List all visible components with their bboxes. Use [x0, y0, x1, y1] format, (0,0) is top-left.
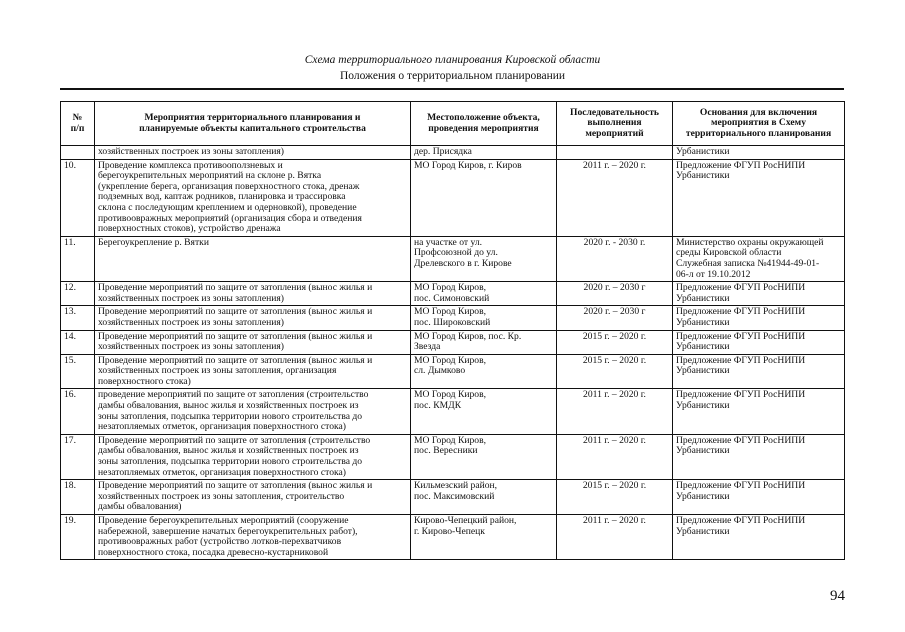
row-basis: Министерство охраны окружающей среды Кировской области Служебная записка №41944-49-01- 06-л от 19.10.2012	[673, 236, 845, 281]
row-number: 13.	[61, 306, 95, 330]
column-header-basis: Основания для включения мероприятия в Схему территориального планирования	[673, 102, 845, 146]
row-sequence: 2015 г. – 2020 г.	[557, 354, 673, 389]
row-measure: Проведение мероприятий по защите от затопления (вынос жилья и хозяйственных построек из зоны затопления)	[95, 306, 411, 330]
row-basis: Предложение ФГУП РосНИПИ Урбанистики	[673, 434, 845, 479]
row-basis: Предложение ФГУП РосНИПИ Урбанистики	[673, 354, 845, 389]
row-measure: Проведение мероприятий по защите от затопления (вынос жилья и хозяйственных построек из зоны затопления)	[95, 330, 411, 354]
row-location: МО Город Киров, пос. Кр. Звезда	[411, 330, 557, 354]
table-row	[61, 480, 845, 515]
column-header-measure: Мероприятия территориального планирования и планируемые объекты капитального строительства	[95, 102, 411, 146]
row-location: дер. Присядка	[411, 146, 557, 160]
measures-table	[60, 101, 845, 560]
row-measure: Проведение мероприятий по защите от затопления (вынос жилья и хозяйственных построек из зоны затопления, организация поверхностного стока)	[95, 354, 411, 389]
column-header-number: № п/п	[61, 102, 95, 146]
row-location: МО Город Киров, пос. Симоновский	[411, 282, 557, 306]
row-sequence: 2015 г. – 2020 г.	[557, 330, 673, 354]
row-location: МО Город Киров, пос. Вересники	[411, 434, 557, 479]
row-basis: Предложение ФГУП РосНИПИ Урбанистики	[673, 480, 845, 515]
document-title: Схема территориального планирования Кировской области	[304, 54, 601, 66]
row-number: 10.	[61, 159, 95, 236]
row-measure: Проведение комплекса противооползневых и берегоукрепительных мероприятий на склоне р. Вятка (укрепление берега, организация поверхностного стока, дренаж подземных вод, каптаж родников, планировка и трассировка склона с последующим креплением и одерновкой), проведение противоовражных мероприятий (организация сбора и отведения поверхностных стоков), устройство дренажа	[95, 159, 411, 236]
row-location: МО Город Киров, пос. Широковский	[411, 306, 557, 330]
row-sequence: 2011 г. – 2020 г.	[557, 434, 673, 479]
table-row	[61, 434, 845, 479]
row-number: 17.	[61, 434, 95, 479]
table-row	[61, 282, 845, 306]
row-basis: Предложение ФГУП РосНИПИ Урбанистики	[673, 306, 845, 330]
row-measure: хозяйственных построек из зоны затопления)	[95, 146, 411, 160]
table-header-row	[61, 102, 845, 146]
row-measure: Проведение мероприятий по защите от затопления (строительство дамбы обвалования, вынос жилья и хозяйственных построек из зоны затопления, подсыпка территории нового строительства до незатопляемых отметок, организация поверхностного стока)	[95, 434, 411, 479]
row-measure: Проведение мероприятий по защите от затопления (вынос жилья и хозяйственных построек из зоны затопления)	[95, 282, 411, 306]
table-row	[61, 354, 845, 389]
row-sequence: 2020 г. – 2030 г	[557, 306, 673, 330]
row-location: МО Город Киров, г. Киров	[411, 159, 557, 236]
row-number: 14.	[61, 330, 95, 354]
row-location: Кильмезский район, пос. Максимовский	[411, 480, 557, 515]
table-row	[61, 515, 845, 560]
row-sequence: 2015 г. – 2020 г.	[557, 480, 673, 515]
table-row	[61, 146, 845, 160]
row-basis: Предложение ФГУП РосНИПИ Урбанистики	[673, 515, 845, 560]
row-measure: Проведение берегоукрепительных мероприятий (сооружение набережной, завершение начатых берегоукрепительных работ), противоовражных работ (устройство лотков-перехватчиков поверхностного стока, посадка древесно-кустарниковой	[95, 515, 411, 560]
row-sequence: 2020 г. - 2030 г.	[557, 236, 673, 281]
row-number: 18.	[61, 480, 95, 515]
row-measure: Проведение мероприятий по защите от затопления (вынос жилья и хозяйственных построек из зоны затопления, строительство дамбы обвалования)	[95, 480, 411, 515]
row-number: 11.	[61, 236, 95, 281]
table-row	[61, 330, 845, 354]
column-header-location: Местоположение объекта, проведения мероприятия	[411, 102, 557, 146]
row-sequence: 2011 г. – 2020 г.	[557, 389, 673, 434]
row-location: на участке от ул. Профсоюзной до ул. Дрелевского в г. Кирове	[411, 236, 557, 281]
row-sequence: 2011 г. – 2020 г.	[557, 159, 673, 236]
column-header-sequence: Последовательность выполнения мероприятий	[557, 102, 673, 146]
row-number: 12.	[61, 282, 95, 306]
row-basis: Урбанистики	[673, 146, 845, 160]
row-number: 16.	[61, 389, 95, 434]
row-location: МО Город Киров, пос. КМДК	[411, 389, 557, 434]
row-number	[61, 146, 95, 160]
table-row	[61, 389, 845, 434]
row-sequence	[557, 146, 673, 160]
row-location: МО Город Киров, сл. Дымково	[411, 354, 557, 389]
header-divider	[60, 88, 844, 90]
table-row	[61, 159, 845, 236]
row-number: 19.	[61, 515, 95, 560]
row-sequence: 2020 г. – 2030 г	[557, 282, 673, 306]
document-subtitle: Положения о территориальном планировании	[339, 70, 566, 82]
row-sequence: 2011 г. – 2020 г.	[557, 515, 673, 560]
row-location: Кирово-Чепецкий район, г. Кирово-Чепецк	[411, 515, 557, 560]
page-number: 94	[830, 588, 845, 604]
table-row	[61, 236, 845, 281]
row-measure: проведение мероприятий по защите от затопления (строительство дамбы обвалования, вынос жилья и хозяйственных построек из зоны затопления, подсыпка территории нового строительства до незатопляемых отметок, организация поверхностного стока)	[95, 389, 411, 434]
table-row	[61, 306, 845, 330]
row-basis: Предложение ФГУП РосНИПИ Урбанистики	[673, 389, 845, 434]
row-basis: Предложение ФГУП РосНИПИ Урбанистики	[673, 330, 845, 354]
row-basis: Предложение ФГУП РосНИПИ Урбанистики	[673, 282, 845, 306]
row-basis: Предложение ФГУП РосНИПИ Урбанистики	[673, 159, 845, 236]
row-measure: Берегоукрепление р. Вятки	[95, 236, 411, 281]
row-number: 15.	[61, 354, 95, 389]
